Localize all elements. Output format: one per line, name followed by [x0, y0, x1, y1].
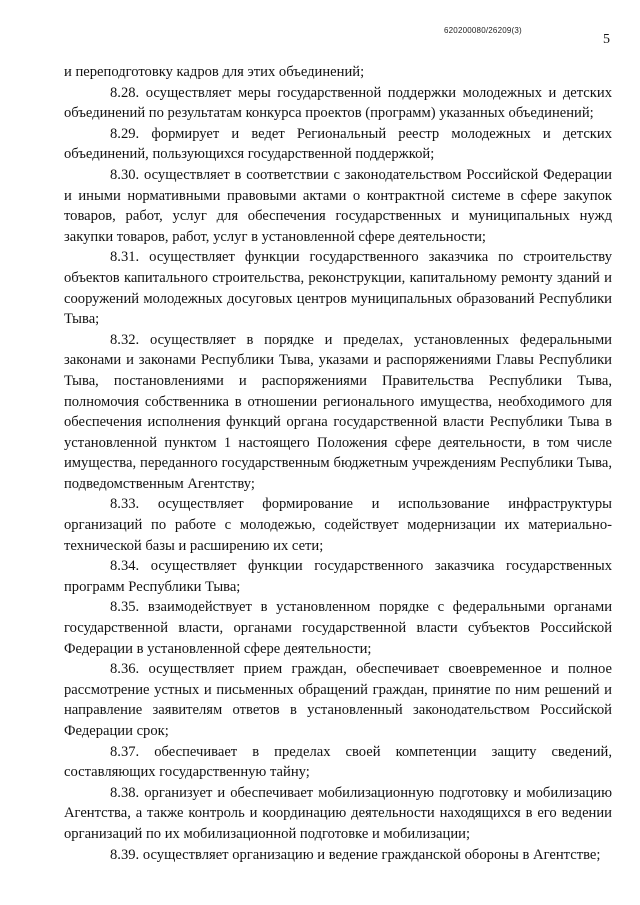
paragraph-8-31: 8.31. осуществляет функции государственного заказчика по строительству объектов капитального строительства, реконструкции, капитальному ремонту зданий и сооружений молодежных досуговых центров муниципальных образований Республики Тыва;: [64, 249, 612, 328]
paragraph-8-29: 8.29. формирует и ведет Региональный реестр молодежных и детских объединений, пользующихся государственной поддержкой;: [64, 125, 612, 163]
paragraph-8-34: 8.34. осуществляет функции государственного заказчика государственных программ Республики Тыва;: [64, 558, 612, 595]
page-number: 5: [603, 32, 610, 47]
paragraph-8-35: 8.35. взаимодействует в установленном порядке с федеральными органами государственной власти, органами государственной власти субъектов Российской Федерации в установленной сфере деятельности;: [64, 599, 612, 657]
paragraph-8-32: 8.32. осуществляет в порядке и пределах, установленных федеральными законами и законами Республики Тыва, указами и распоряжениями Главы Республики Тыва, постановлениями и распоряжениями Правительства Республики Тыва, полномочия собственника в отношении регионального имущества, необходимого для обеспечения исполнения функций органа государственной власти Республики Тыва в установленной пунктом 1 настоящего Положения сфере деятельности, в том числе имущества, переданного государственным бюджетным учреждениям Республики Тыва, подведомственным Агентству;: [64, 331, 612, 492]
paragraph-8-33: 8.33. осуществляет формирование и использование инфраструктуры организаций по работе с молодежью, содействует модернизации их материально-технической базы и расширению их сети;: [64, 496, 612, 554]
paragraph-8-28: 8.28. осуществляет меры государственной поддержки молодежных и детских объединений по результатам конкурса проектов (программ) указанных объединений;: [64, 84, 612, 122]
document-code: 620200080/26209(3): [444, 26, 522, 35]
paragraph-8-30: 8.30. осуществляет в соответствии с законодательством Российской Федерации и иными нормативными правовыми актами о контрактной системе в сфере закупок товаров, работ, услуг для обеспечения государственных и муниципальных нужд закупки товаров, работ, услуг в установленной сфере деятельности;: [64, 166, 612, 245]
paragraph-8-39: 8.39. осуществляет организацию и ведение гражданской обороны в Агентстве;: [110, 846, 601, 863]
paragraph-8-37: 8.37. обеспечивает в пределах своей компетенции защиту сведений, составляющих государственную тайну;: [64, 743, 612, 781]
paragraph-8-36: 8.36. осуществляет прием граждан, обеспечивает своевременное и полное рассмотрение устных и письменных обращений граждан, принятие по ним решений и направление заявителям ответов в установленный законодательством Российской Федерации срок;: [64, 661, 612, 739]
document-body: [64, 62, 612, 865]
paragraph-continuation: и переподготовку кадров для этих объединений;: [64, 64, 365, 80]
paragraph-8-38: 8.38. организует и обеспечивает мобилизационную подготовку и мобилизацию Агентства, а также контроль и координацию деятельности находящихся в его ведении организаций по их мобилизационной подготовке и мобилизации;: [64, 784, 612, 842]
